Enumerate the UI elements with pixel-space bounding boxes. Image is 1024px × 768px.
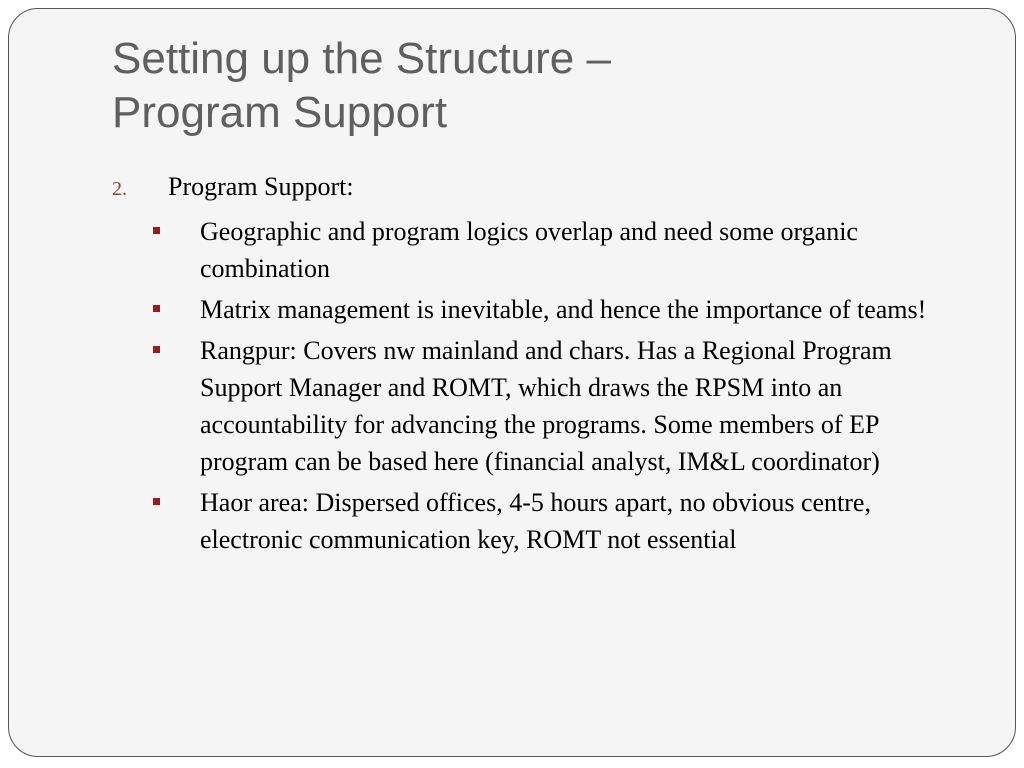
square-bullet-icon [153, 227, 160, 234]
square-bullet-icon [153, 498, 160, 505]
item-label: Program Support: [168, 172, 354, 201]
bullet-text: Rangpur: Covers nw mainland and chars. Has a Regional Program Support Manager and ROMT, which draws the RPSM into an accountability for advancing the programs. Some members of EP program can be based here (financial analyst, IM&L coordinator) [200, 336, 892, 476]
numbered-item [112, 171, 812, 205]
bullet-text: Haor area: Dispersed offices, 4-5 hours apart, no obvious centre, electronic communication key, ROMT not essential [200, 488, 871, 554]
bullet-item [150, 484, 950, 558]
slide-title-line-1: Setting up the Structure – [112, 34, 611, 83]
slide-title [112, 32, 912, 140]
item-number: 2. [112, 178, 127, 200]
square-bullet-icon [153, 305, 160, 312]
slide-title-line-2: Program Support [112, 88, 448, 137]
bullet-text: Matrix management is inevitable, and hence the importance of teams! [200, 295, 927, 324]
square-bullet-icon [153, 346, 160, 353]
bullet-text: Geographic and program logics overlap and need some organic combination [200, 217, 858, 283]
bullet-item [150, 291, 950, 328]
bullet-item [150, 332, 950, 480]
bullet-item [150, 213, 950, 287]
bullet-list [150, 213, 950, 562]
